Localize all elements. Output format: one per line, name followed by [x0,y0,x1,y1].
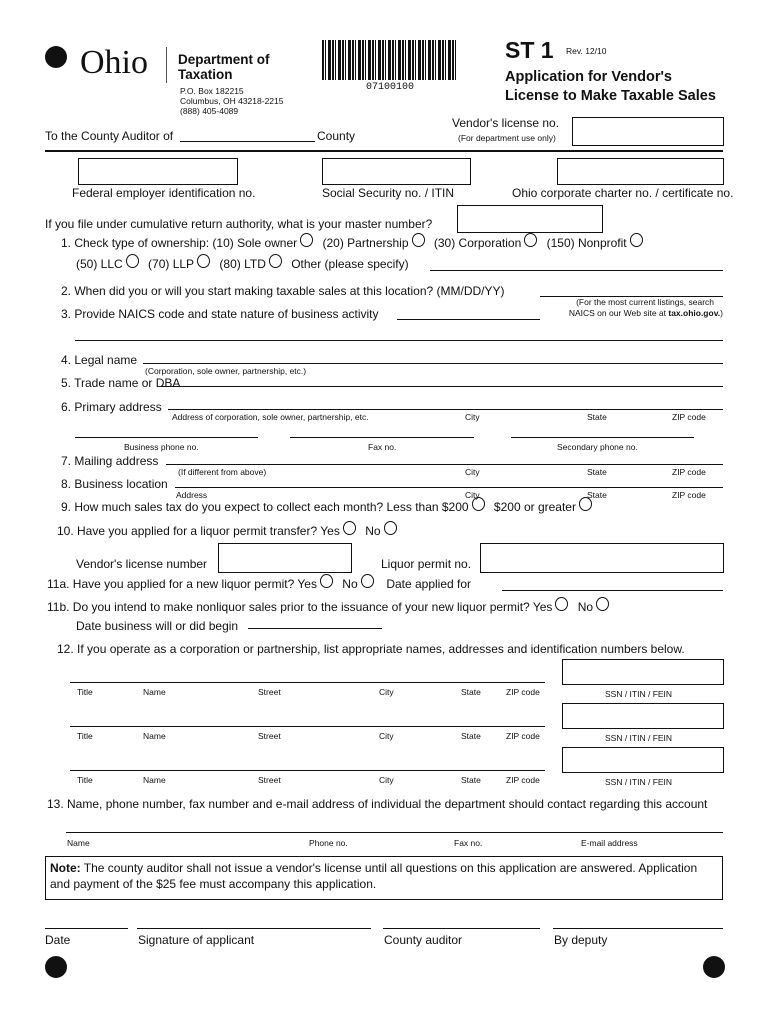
signature-line[interactable] [137,928,371,929]
officer-zip-label: ZIP code [506,731,540,741]
naics-field[interactable] [397,319,540,320]
q11a-label: 11a. Have you applied for a new liquor permit? Yes [47,577,317,591]
q9-row [61,500,598,514]
date-label: Date [45,933,71,947]
option-llc: (50) LLC [76,257,123,271]
option-200-greater: $200 or greater [493,500,576,514]
form-title: Application for Vendor's [505,69,672,85]
radio-less-200[interactable] [472,497,485,511]
officer-street-label: Street [258,731,281,741]
address-city: Columbus, OH 43218-2215 [180,96,284,106]
deputy-line[interactable] [553,928,723,929]
officer-state-label: State [461,731,481,741]
city-sub: City [465,490,480,500]
date-applied-label: Date applied for [386,577,472,591]
vendor-license-label: Vendor's license no. [452,116,560,130]
officer-line[interactable] [70,726,545,727]
q11a-row [47,577,471,591]
master-number-field[interactable] [457,205,603,233]
deputy-label: By deputy [554,933,608,947]
zip-sub: ZIP code [672,467,706,477]
dept-name-2: Taxation [178,67,233,82]
option-ltd: (80) LTD [219,257,266,271]
fein-field[interactable] [78,158,238,185]
q9-label: 9. How much sales tax do you expect to collect each month? Less than $200 [61,500,469,514]
vendor-number-field[interactable] [218,543,352,573]
fax-field[interactable] [290,437,474,438]
radio-200-greater[interactable] [579,497,592,511]
master-number-label: If you file under cumulative return authority, what is your master number? [45,217,433,231]
trade-name-field[interactable] [161,386,723,387]
naics-note: (For the most current listings, search [576,297,714,307]
q10-label: 10. Have you applied for a liquor permit transfer? Yes [57,524,340,538]
activity-field[interactable] [75,340,723,341]
charter-label: Ohio corporate charter no. / certificate no. [512,186,734,200]
q3-label: 3. Provide NAICS code and state nature of business activity [61,307,379,321]
radio-q11a-no[interactable] [361,574,374,588]
zip-sub: ZIP code [672,490,706,500]
vendor-license-field[interactable] [572,117,724,146]
barcode-number: 07100100 [366,82,415,93]
officer-street-label: Street [258,687,281,697]
registration-mark-icon [703,956,725,978]
liquor-permit-field[interactable] [480,543,724,573]
q5-label: 5. Trade name or DBA [61,376,181,390]
q8-label: 8. Business location [61,477,168,491]
contact-email-label: E-mail address [581,838,638,848]
county-field[interactable] [180,141,315,142]
officer-city-label: City [379,775,394,785]
officer-line[interactable] [70,770,545,771]
ohio-logo: Ohio [80,44,148,81]
county-label: County [317,129,356,143]
auditor-sign-label: County auditor [384,933,463,947]
officer-line[interactable] [70,682,545,683]
contact-phone-label: Phone no. [309,838,348,848]
note-text: The county auditor shall not issue a vendor's license until all questions on this application are answered. Application and payment of the $25 fee must accompany this application. [50,861,698,891]
contact-fax-label: Fax no. [454,838,483,848]
primary-address-field[interactable] [168,409,723,410]
officer-name-label: Name [143,687,166,697]
address: P.O. Box 182215 [180,86,244,96]
option-other: Other (please specify) [291,257,409,271]
q11b-label: 11b. Do you intend to make nonliquor sales prior to the issuance of your new liquor permit? Yes [47,600,553,614]
registration-mark-icon [45,46,67,68]
officer-city-label: City [379,687,394,697]
registration-mark-icon [45,956,67,978]
officer-state-label: State [461,687,481,697]
ssn-field[interactable] [322,158,471,185]
note-label: Note: [50,861,81,875]
q11b-row [47,600,615,614]
option-corporation: (30) Corporation [433,236,522,250]
q4-label: 4. Legal name [61,353,138,367]
option-nonprofit: (150) Nonprofit [546,236,627,250]
date-begin-field[interactable] [248,628,382,629]
q1-label: 1. Check type of ownership: [61,236,210,250]
radio-sole-owner[interactable] [300,233,313,247]
q6-label: 6. Primary address [61,400,162,414]
officer-city-label: City [379,731,394,741]
charter-field[interactable] [557,158,724,185]
business-phone-field[interactable] [75,437,258,438]
q10-row [57,524,403,538]
radio-ltd[interactable] [269,254,282,268]
city-sub: City [465,412,480,422]
date-line[interactable] [45,928,128,929]
state-sub: State [587,412,607,422]
officer-title-label: Title [77,775,93,785]
officer-name-label: Name [143,775,166,785]
divider [166,47,167,83]
auditor-label: To the County Auditor of [45,129,174,143]
signature-label: Signature of applicant [138,933,255,947]
option-no: No [365,524,381,538]
date-applied-field[interactable] [502,590,723,591]
naics-link[interactable]: tax.ohio.gov. [668,308,721,318]
radio-q11b-yes[interactable] [555,597,568,611]
form-id: ST 1 [505,37,554,63]
officer-title-label: Title [77,687,93,697]
officer-ssn-label: SSN / ITIN / FEIN [605,733,673,743]
option-no: No [342,577,358,591]
officer-name-label: Name [143,731,166,741]
radio-corporation[interactable] [524,233,537,247]
revision: Rev. 12/10 [566,46,607,56]
zip-sub: ZIP code [672,412,706,422]
option-partnership: (20) Partnership [322,236,409,250]
officer-street-label: Street [258,775,281,785]
radio-llc[interactable] [126,254,139,268]
auditor-line[interactable] [383,928,540,929]
officer-state-label: State [461,775,481,785]
radio-q10-no[interactable] [384,521,397,535]
dept-phone: (888) 405-4089 [180,106,239,116]
officer-id-field[interactable] [562,659,724,685]
vendor-number-label: Vendor's license number [76,557,208,571]
option-no: No [577,600,594,614]
mailing-sub: (If different from above) [178,467,267,477]
fax-label: Fax no. [368,442,397,452]
other-field[interactable] [430,270,723,271]
sec-phone-label: Secondary phone no. [557,442,638,452]
contact-name-label: Name [67,838,90,848]
dept-use-note: (For department use only) [458,133,556,143]
officer-ssn-label: SSN / ITIN / FEIN [605,689,673,699]
naics-note-text: NAICS on our Web site at [568,308,669,318]
radio-partnership[interactable] [412,233,425,247]
ssn-label: Social Security no. / ITIN [322,186,455,200]
option-sole-owner: (10) Sole owner [212,236,298,250]
officer-id-field[interactable] [562,747,724,773]
note-box [45,856,723,900]
ownership-row-1 [61,236,649,250]
state-sub: State [587,490,607,500]
q7-label: 7. Mailing address [61,454,159,468]
q4-sub: (Corporation, sole owner, partnership, etc.) [145,366,307,376]
q2-label: 2. When did you or will you start making taxable sales at this location? (MM/DD/YY) [61,284,505,298]
city-sub: City [465,467,480,477]
business-location-field[interactable] [175,487,723,488]
ownership-row-2 [76,257,409,271]
mailing-address-field[interactable] [166,464,723,465]
radio-q11a-yes[interactable] [320,574,333,588]
contact-field[interactable] [66,832,723,833]
q12-label: 12. If you operate as a corporation or partnership, list appropriate names, addresses and identification numbers below. [57,642,685,656]
fein-label: Federal employer identification no. [72,186,256,200]
officer-id-field[interactable] [562,703,724,729]
naics-note-2: NAICS on our Web site at tax.ohio.gov.) [568,308,723,318]
form-title-2: License to Make Taxable Sales [505,88,716,104]
divider [45,150,723,152]
location-sub: Address [176,490,208,500]
officer-ssn-label: SSN / ITIN / FEIN [605,777,673,787]
radio-llp[interactable] [197,254,210,268]
state-sub: State [587,467,607,477]
liquor-permit-label: Liquor permit no. [381,557,472,571]
radio-q10-yes[interactable] [343,521,356,535]
bus-phone-label: Business phone no. [124,442,199,452]
dept-name: Department of [178,52,270,67]
address-sub: Address of corporation, sole owner, partnership, etc. [172,412,369,422]
radio-nonprofit[interactable] [630,233,643,247]
radio-q11b-no[interactable] [596,597,609,611]
option-llp: (70) LLP [148,257,195,271]
officer-zip-label: ZIP code [506,687,540,697]
secondary-phone-field[interactable] [511,437,694,438]
q13-label: 13. Name, phone number, fax number and e-mail address of individual the department should contact regarding this account [47,797,708,811]
barcode [322,40,458,80]
legal-name-field[interactable] [143,363,723,364]
date-begin-label: Date business will or did begin [76,619,239,633]
officer-title-label: Title [77,731,93,741]
officer-zip-label: ZIP code [506,775,540,785]
